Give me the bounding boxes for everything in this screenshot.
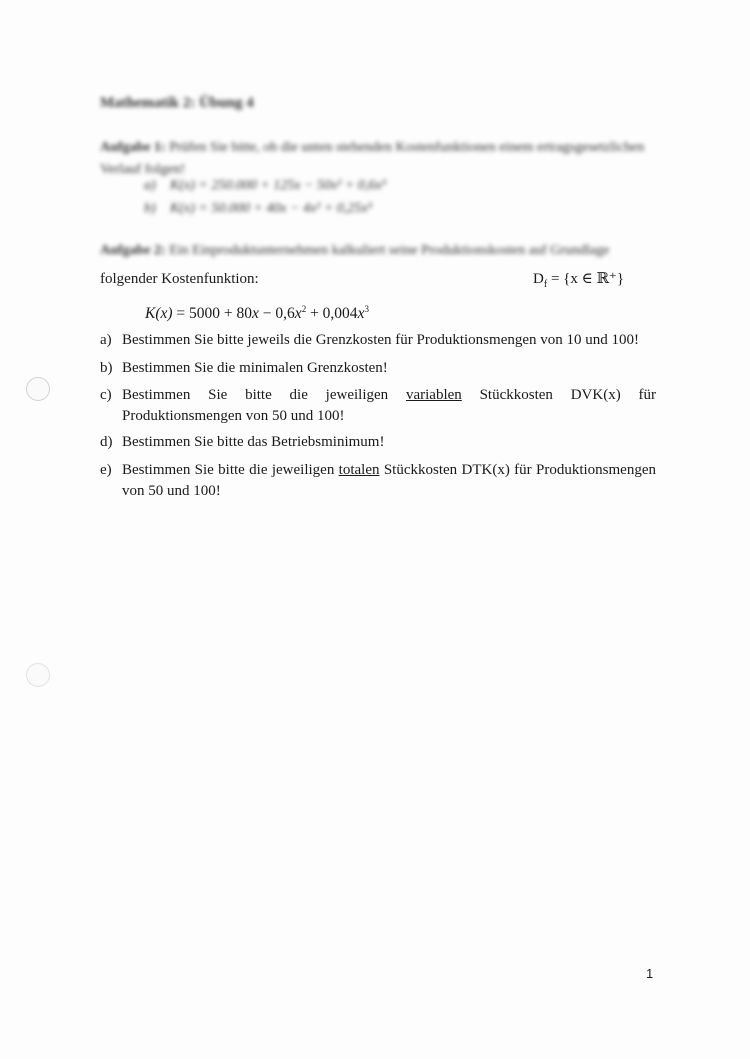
task1-text: Prüfen Sie bitte, ob die unten stehenden Kostenfunktionen einem ertragsgesetzlichen Verlauf folgen! xyxy=(100,140,645,177)
item-label: a) xyxy=(100,332,112,348)
item-text-pre: Bestimmen Sie bitte die jeweiligen xyxy=(122,462,339,478)
task2-item-d xyxy=(100,432,656,453)
task1-item-label: a) xyxy=(144,178,156,193)
formula-exp3: 3 xyxy=(364,304,369,314)
task2-item-a xyxy=(100,330,656,351)
item-label: d) xyxy=(100,434,113,450)
task1-item-formula: K(x) = 250.000 + 125x − 50x² + 0,6x³ xyxy=(170,178,386,193)
item-text: Bestimmen Sie die minimalen Grenzkosten! xyxy=(122,360,388,376)
item-text: Bestimmen Sie bitte jeweils die Grenzkosten für Produktionsmengen von 10 und 100! xyxy=(122,332,640,348)
task2-heading xyxy=(100,243,660,259)
item-text xyxy=(122,385,656,427)
item-label: e) xyxy=(100,462,112,478)
domain-set: = {x ∈ ℝ⁺} xyxy=(547,271,625,287)
formula-x3: x xyxy=(357,305,365,322)
item-label: b) xyxy=(100,360,113,376)
formula-x1: x xyxy=(252,305,259,322)
task2-item-c xyxy=(100,385,656,427)
underlined-word-totalen: totalen xyxy=(338,462,380,478)
task2-intro-start: Ein Einproduktunternehmen kalkuliert seine Produktionskosten auf Grundlage xyxy=(169,243,610,258)
item-text-pre: Bestimmen Sie bitte die jeweiligen xyxy=(122,387,406,403)
task2-item-e xyxy=(100,460,656,502)
item-text xyxy=(122,460,656,502)
task2-label: Aufgabe 2: xyxy=(100,243,166,258)
task1-label: Aufgabe 1: xyxy=(100,140,166,155)
task1-item-b xyxy=(144,201,372,217)
domain-definition xyxy=(533,268,624,296)
cost-function-formula xyxy=(145,298,369,325)
task1-heading xyxy=(100,137,660,181)
item-text-post: Stückkosten DVK(x) für Produktionsmengen von 50 und 100! xyxy=(122,387,656,424)
binder-hole-bottom xyxy=(26,663,50,687)
formula-x2: x xyxy=(294,305,302,322)
formula-plus: + 0,004 xyxy=(306,305,358,322)
task1-item-formula: K(x) = 50.000 + 40x − 4x² + 0,25x³ xyxy=(170,201,372,216)
domain-subscript: f xyxy=(543,279,548,290)
task1-item-label: b) xyxy=(144,201,156,216)
binder-hole-top xyxy=(26,377,50,401)
item-text-post: Stückkosten DTK(x) für Produktionsmengen von 50 und 100! xyxy=(122,462,656,499)
item-text: Bestimmen Sie bitte das Betriebsminimum! xyxy=(122,434,385,450)
page-title: Mathematik 2: Übung 4 xyxy=(100,95,254,111)
task2-intro-end: folgender Kostenfunktion: xyxy=(100,271,259,287)
page-number: 1 xyxy=(646,966,654,981)
formula-eq: = 5000 + 80 xyxy=(172,305,253,322)
domain-prefix: D xyxy=(533,271,544,287)
task1-item-a xyxy=(144,178,386,194)
task2-item-b xyxy=(100,358,656,379)
formula-minus: − 0,6 xyxy=(258,305,295,322)
item-label: c) xyxy=(100,387,112,403)
formula-exp2: 2 xyxy=(301,304,307,314)
formula-lhs: K(x) xyxy=(145,305,173,322)
underlined-word-variablen: variablen xyxy=(405,387,462,403)
